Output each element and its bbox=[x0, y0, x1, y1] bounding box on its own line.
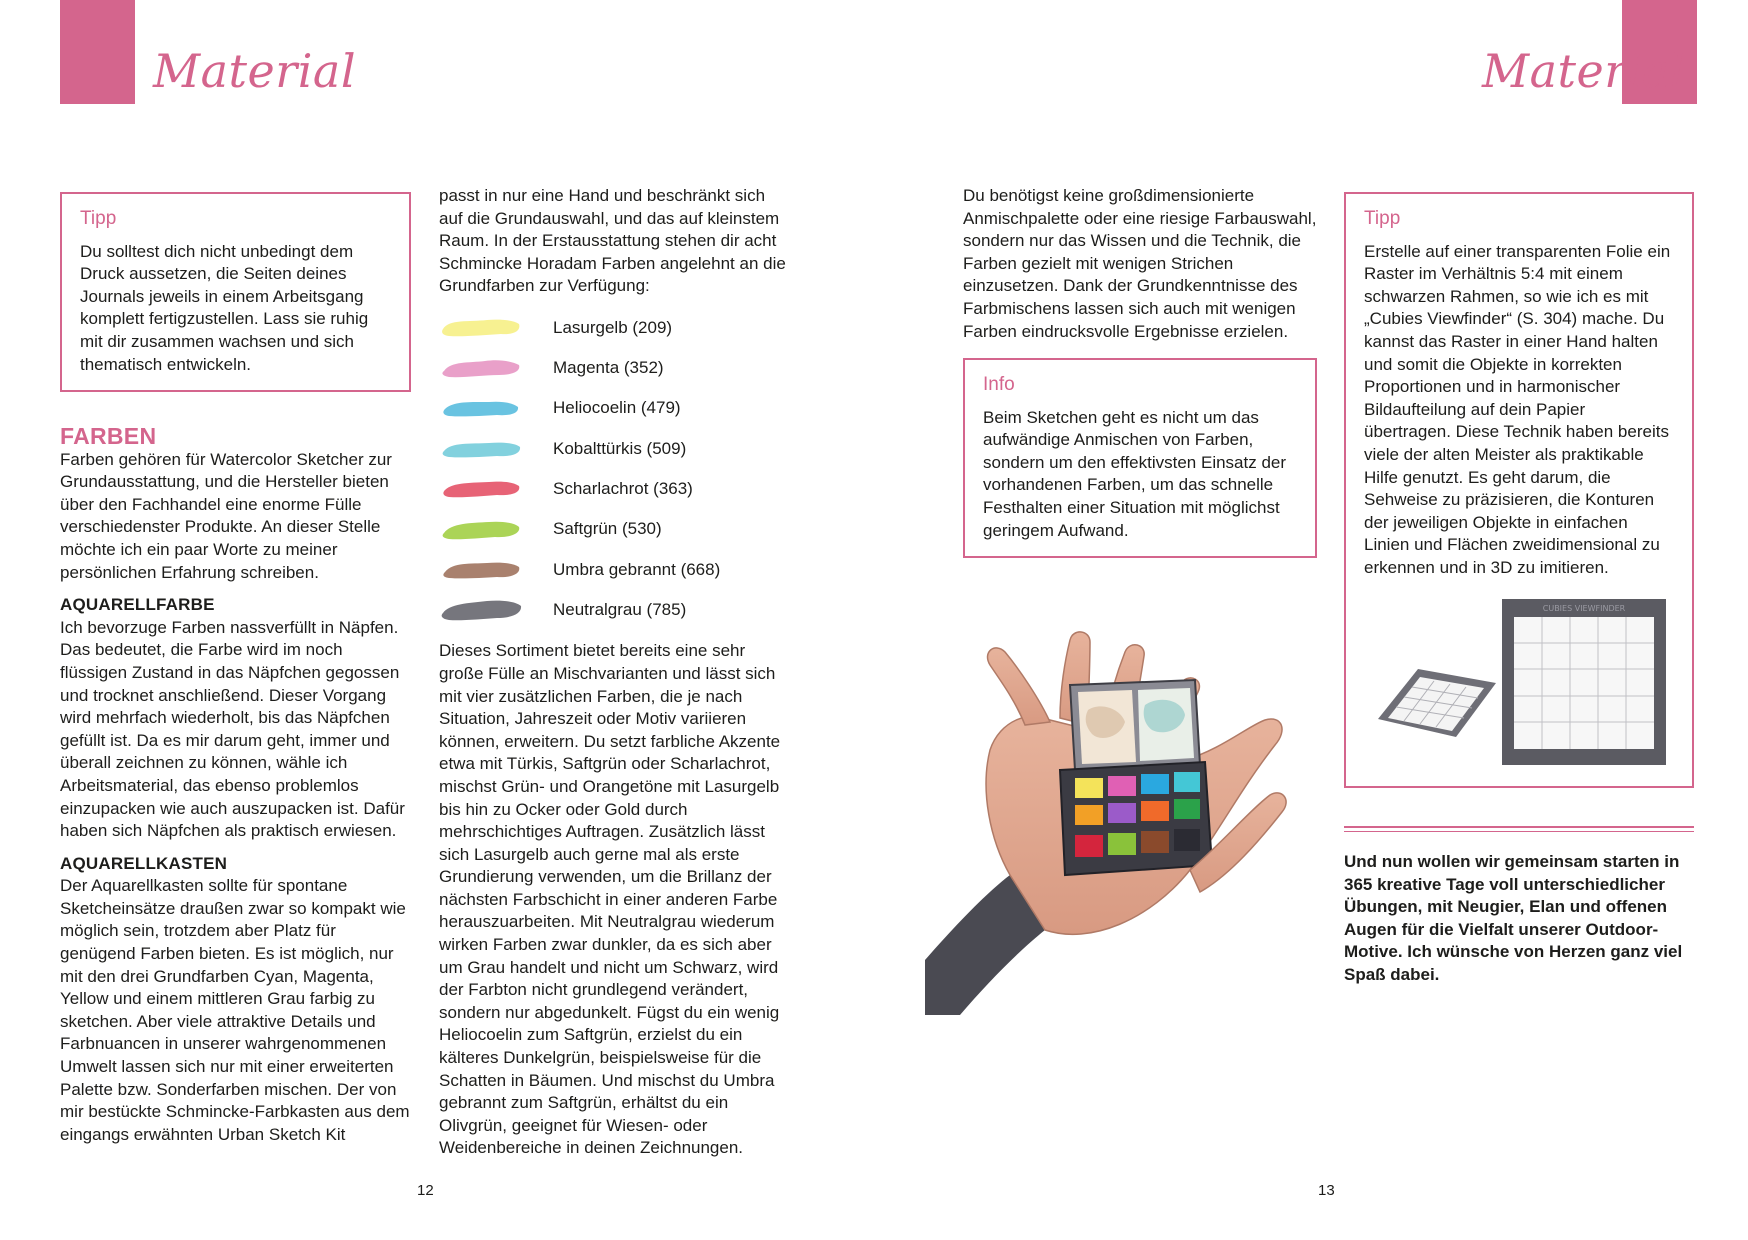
paint-stroke-icon bbox=[439, 476, 523, 502]
tip-box-left bbox=[60, 192, 411, 392]
aquarellfarbe-heading: AQUARELLFARBE bbox=[60, 595, 215, 615]
column-2-text: Dieses Sortiment bietet bereits eine sehr große Fülle an Mischvarianten und lässt sich mit vier zusätzlichen Farben, die je nach Situation, Jahreszeit oder Motiv variieren können, erweitern. Du setzt farbliche Akzente etwa mit Türkis, Saftgrün oder Scharlachrot, mischst Grün- und Orangetöne mit Lasurgelb bis hin zu Ocker oder Gold durch mehrschichtiges Auftragen. Zusätzlich lässt sich Lasurgelb auch gerne mal als erste Grundierung verwenden, um die Brillanz der nächsten Farbschicht in einer anderen Farbe herauszuarbeiten. Mit Neutralgrau wiederum wirken Farben zwar dunkler, da es sich aber um Grau handelt und nicht um Schwarz, wird der Farbton nicht grundlegend verändert, sondern nur abgedunkelt. Fügst du ein wenig Heliocoelin zum Saftgrün, erzielst du ein kälteres Dunkelgrün, beispielsweise für die Schatten in Bäumen. Und mischst du Umbra gebrannt zum Saftgrün, erhältst du ein Olivgrün, geeignet für Wiesen- oder Weidenbereiche in deinen Zeichnungen. bbox=[439, 641, 781, 1158]
swatch-item bbox=[439, 308, 791, 348]
intro-text: Du benötigst keine großdimensionierte Anmischpalette oder eine riesige Farbauswahl, sondern nur das Wissen und die Technik, die Farben gezielt mit wenigen Strichen einzusetzen. Dank der Grundkenntnisse des Farbmischens lassen sich auch mit wenigen Farben eindrucksvolle Ergebnisse erzielen. bbox=[963, 186, 1317, 341]
aquarellkasten-text: Der Aquarellkasten sollte für spontane Sketcheinsätze draußen zwar so kompakt wie möglich sein, trotzdem aber Platz für genügend Farben bieten. Es ist möglich, nur mit den drei Grundfarben Cyan, Magenta, Yellow und einem mittleren Grau farbig zu sketchen. Aber viele attraktive Details und Farbnuancen in unserer wahrgenommenen Umwelt lassen sich nur mit einer erweiterten Palette bzw. Sonderfarben mischen. Der von mir bestückte Schmincke-Farbkasten aus dem eingangs erwähnten Urban Sketch Kit bbox=[60, 876, 410, 1144]
farben-heading: FARBEN bbox=[60, 423, 157, 449]
swatch-item bbox=[439, 348, 791, 388]
viewfinder-label: CUBIES VIEWFINDER bbox=[1542, 604, 1626, 613]
paint-stroke-icon bbox=[439, 355, 523, 381]
paint-stroke-icon bbox=[439, 597, 523, 623]
aquarellfarbe-text: Ich bevorzuge Farben nassverfüllt in Näpfen. Das bedeutet, die Farbe wird im noch flüssigen Zustand in das Näpfchen gegossen und trocknet anschließend. Dieser Vorgang wird mehrfach wiederholt, bis das Näpfchen gefüllt ist. Da es mir darum geht, immer und überall zeichnen zu können, wähle ich Arbeitsmaterial, das ebenso problemlos einzupacken wie auch auszupacken ist. Dafür haben sich Näpfchen als praktisch erwiesen. bbox=[60, 617, 405, 841]
page-number-right: 13 bbox=[1318, 1182, 1335, 1199]
tip-text: Erstelle auf einer transparenten Folie ein Raster im Verhältnis 5:4 mit einem schwarzen Rahmen, so wie ich es mit „Cubies Viewfinder“ (S. 304) mache. Du kannst das Raster in einer Hand halten und somit die Objekte in korrekten Proportionen und in harmonischer Bildaufteilung auf dein Papier übertragen. Diese Technik haben bereits viele der alten Meister als praktikable Hilfe genutzt. Es geht darum, die Sehweise zu präzisieren, die Konturen der jeweiligen Objekte in einfachen Linien und Flächen zweidimensional zu erkennen und in 3D zu imitieren. bbox=[1364, 241, 1671, 577]
swatch-item bbox=[439, 509, 791, 549]
tip-title: Tipp bbox=[1364, 208, 1401, 229]
aquarellkasten-heading: AQUARELLKASTEN bbox=[60, 853, 228, 873]
swatch-label: Umbra gebrannt (668) bbox=[553, 559, 721, 579]
swatch-label: Lasurgelb (209) bbox=[553, 317, 673, 337]
left-chapter-title: Material bbox=[153, 44, 357, 98]
swatch-label: Heliocoelin (479) bbox=[553, 398, 681, 418]
left-header-bar bbox=[60, 0, 135, 104]
right-chapter-title: Material bbox=[1482, 44, 1686, 98]
info-title: Info bbox=[983, 374, 1015, 395]
swatch-item bbox=[439, 469, 791, 509]
swatch-item bbox=[439, 389, 791, 429]
column-2-intro: passt in nur eine Hand und beschränkt sich auf die Grundauswahl, und das auf kleinstem Raum. In der Erstausstattung stehen dir acht Schmincke Horadam Farben angelehnt an die Grundfarben zur Verfügung: bbox=[439, 186, 786, 296]
paint-stroke-icon bbox=[439, 396, 523, 422]
tip-box-right bbox=[1344, 192, 1694, 788]
swatch-item bbox=[439, 590, 791, 630]
farben-text: Farben gehören für Watercolor Sketcher zur Grundausstattung, und die Hersteller bieten über den Fachhandel eine enorme Fülle verschiedenster Produkte. An dieser Stelle möchte ich ein paar Worte zu meiner persönlichen Erfahrung schreiben. bbox=[60, 449, 392, 582]
viewfinder-illustration bbox=[1368, 599, 1668, 767]
divider-line-bottom bbox=[1344, 831, 1694, 832]
swatch-label: Scharlachrot (363) bbox=[553, 479, 693, 498]
left-column-1 bbox=[60, 425, 412, 1146]
swatch-label: Magenta (352) bbox=[553, 358, 664, 378]
paint-stroke-icon bbox=[439, 557, 523, 583]
paint-stroke-icon bbox=[439, 315, 523, 341]
hand-with-paintbox-illustration bbox=[920, 630, 1320, 1020]
paint-stroke-icon bbox=[439, 436, 523, 462]
color-swatch-list bbox=[439, 308, 791, 630]
info-text: Beim Sketchen geht es nicht um das aufwändige Anmischen von Farben, sondern um den effektivsten Einsatz der vorhandenen Farben, um das schnelle Festhalten einer Situation mit möglichst geringem Aufwand. bbox=[983, 407, 1287, 540]
paint-stroke-icon bbox=[439, 517, 523, 543]
page-number-left: 12 bbox=[417, 1182, 434, 1199]
swatch-label: Saftgrün (530) bbox=[553, 519, 662, 539]
tip-text: Du solltest dich nicht unbedingt dem Druck aussetzen, die Seiten deines Journals jeweils in einem Arbeitsgang komplett fertigzustellen. Lass sie ruhig mit dir zusammen wachsen und sich thematisch entwickeln. bbox=[80, 241, 369, 374]
swatch-item bbox=[439, 429, 791, 469]
right-column-1 bbox=[963, 185, 1318, 343]
tip-title: Tipp bbox=[80, 208, 117, 229]
info-box bbox=[963, 358, 1317, 558]
divider-line-top bbox=[1344, 826, 1694, 828]
left-column-2 bbox=[439, 185, 791, 1160]
swatch-item bbox=[439, 550, 791, 590]
swatch-label: Neutralgrau (785) bbox=[553, 599, 687, 619]
swatch-label: Kobalttürkis (509) bbox=[553, 438, 687, 458]
closing-text: Und nun wollen wir gemeinsam starten in 365 kreative Tage voll unterschiedlicher Übungen, mit Neugier, Elan und offenen Augen für die Vielfalt unserer Outdoor-Motive. Ich wünsche von Herzen ganz viel Spaß dabei. bbox=[1344, 852, 1683, 984]
